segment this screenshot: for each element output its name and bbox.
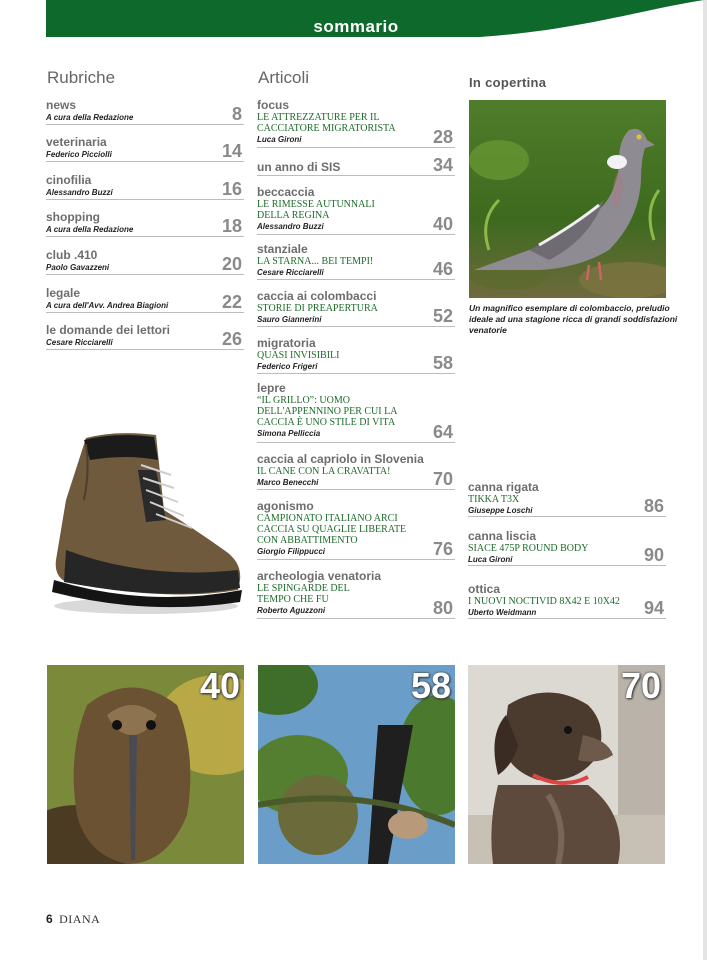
- right-item-ottica[interactable]: [468, 583, 666, 619]
- entry-category: migratoria: [257, 336, 316, 350]
- entry-category: le domande dei lettori: [46, 323, 171, 337]
- entry-page-number: 90: [643, 545, 664, 565]
- articolo-item-archeologia[interactable]: [257, 570, 455, 619]
- articolo-item-capriolo[interactable]: [257, 453, 455, 490]
- entry-page-number: 20: [221, 254, 242, 274]
- entry-category: shopping: [46, 210, 100, 224]
- rubrica-item-legale[interactable]: [46, 287, 244, 313]
- rubrica-item-shopping[interactable]: [46, 211, 244, 237]
- rubrica-item-veterinaria[interactable]: [46, 136, 244, 162]
- rubrica-item-news[interactable]: [46, 99, 244, 125]
- articolo-item-beccaccia[interactable]: [257, 186, 455, 235]
- entry-title: LA STARNA... BEI TEMPI!: [257, 256, 374, 267]
- entry-author: Federico Picciolli: [46, 150, 112, 159]
- right-item-canna-rigata[interactable]: [468, 481, 666, 517]
- cover-heading: In copertina: [469, 75, 547, 90]
- page-edge: [703, 0, 707, 960]
- cover-photo: [469, 100, 666, 298]
- right-item-canna-liscia[interactable]: [468, 530, 666, 566]
- entry-author: Cesare Ricciarelli: [257, 268, 324, 277]
- entry-page-number: 14: [221, 141, 242, 161]
- entry-category: canna liscia: [468, 529, 537, 543]
- entry-author: Federico Frigeri: [257, 362, 318, 371]
- entry-category: lepre: [257, 381, 286, 395]
- entry-category: archeologia venatoria: [257, 569, 382, 583]
- header-banner: [0, 0, 707, 40]
- articolo-item-focus[interactable]: [257, 99, 455, 148]
- entry-author: Marco Benecchi: [257, 478, 319, 487]
- entry-author: Paolo Gavazzeni: [46, 263, 110, 272]
- entry-title: IL CANE CON LA CRAVATTA!: [257, 466, 391, 477]
- footer-magazine-name: DIANA: [59, 912, 101, 926]
- entry-author: A cura della Redazione: [46, 225, 134, 234]
- wood-pigeon-icon: [469, 100, 666, 298]
- page-title: sommario: [313, 17, 399, 36]
- entry-page-number: 8: [231, 104, 242, 124]
- entry-author: Giuseppe Loschi: [468, 506, 533, 515]
- entry-title: CAMPIONATO ITALIANO ARCI CACCIA SU QUAGLIE LIBERATE CON ABBATTIMENTO: [257, 513, 407, 546]
- entry-author: Alessandro Buzzi: [257, 222, 324, 231]
- rubrica-item-cinofilia[interactable]: [46, 174, 244, 200]
- entry-author: Roberto Aguzzoni: [257, 606, 326, 615]
- thumbnail-page-number: 58: [410, 665, 451, 706]
- articolo-item-stanziale[interactable]: [257, 243, 455, 280]
- thumbnail-page-number: 70: [620, 665, 661, 706]
- footer-page-number: 6: [46, 912, 53, 926]
- rubrica-item-domande-lettori[interactable]: [46, 324, 244, 350]
- entry-title: LE ATTREZZATURE PER IL CACCIATORE MIGRATORISTA: [257, 112, 396, 134]
- entry-author: Uberto Weidmann: [468, 608, 537, 617]
- entry-page-number: 16: [221, 179, 242, 199]
- entry-title: QUASI INVISIBILI: [257, 350, 340, 361]
- entry-category: caccia ai colombacci: [257, 289, 377, 303]
- entry-title: I NUOVI NOCTIVID 8X42 E 10X42: [468, 596, 620, 607]
- entry-title: SIACE 475P ROUND BODY: [468, 543, 589, 554]
- entry-page-number: 52: [432, 306, 453, 326]
- articoli-heading: Articoli: [258, 68, 310, 87]
- entry-page-number: 40: [432, 214, 453, 234]
- entry-title: STORIE DI PREAPERTURA: [257, 303, 378, 314]
- entry-page-number: 94: [643, 598, 664, 618]
- entry-page-number: 70: [432, 469, 453, 489]
- entry-category: agonismo: [257, 499, 314, 513]
- entry-category: ottica: [468, 582, 501, 596]
- entry-author: Cesare Ricciarelli: [46, 338, 113, 347]
- entry-category: veterinaria: [46, 135, 107, 149]
- thumbnail-40[interactable]: [47, 665, 244, 864]
- rubrica-item-club-410[interactable]: [46, 249, 244, 275]
- entry-author: Luca Gironi: [468, 555, 513, 564]
- entry-category: focus: [257, 98, 290, 112]
- entry-page-number: 86: [643, 496, 664, 516]
- entry-category: cinofilia: [46, 173, 92, 187]
- entry-page-number: 22: [221, 292, 242, 312]
- entry-page-number: 80: [432, 598, 453, 618]
- entry-author: Luca Gironi: [257, 135, 302, 144]
- entry-title: LE SPINGARDE DEL TEMPO CHE FU: [257, 583, 350, 605]
- entry-category: canna rigata: [468, 480, 539, 494]
- boot-image: [46, 430, 244, 618]
- entry-category: club .410: [46, 248, 98, 262]
- entry-category: caccia al capriolo in Slovenia: [257, 452, 424, 466]
- page-footer: [46, 910, 100, 928]
- entry-category: stanziale: [257, 242, 308, 256]
- entry-title: “IL GRILLO”: UOMO DELL'APPENNINO PER CUI LA CACCIA È UNO STILE DI VITA: [257, 395, 397, 428]
- articolo-item-sis[interactable]: [257, 155, 455, 176]
- cover-caption: Un magnifico esemplare di colombaccio, preludio ideale ad una stagione ricca di grandi soddisfazioni venatorie: [469, 303, 678, 335]
- rubriche-heading: Rubriche: [47, 68, 116, 87]
- thumbnail-70[interactable]: [468, 665, 665, 864]
- entry-author: Simona Pelliccia: [257, 429, 321, 438]
- entry-category: legale: [46, 286, 81, 300]
- articolo-item-agonismo[interactable]: [257, 500, 455, 560]
- entry-category: beccaccia: [257, 185, 315, 199]
- articolo-item-colombacci[interactable]: [257, 290, 455, 327]
- entry-page-number: 46: [432, 259, 453, 279]
- entry-page-number: 58: [432, 353, 453, 373]
- entry-author: Alessandro Buzzi: [46, 188, 113, 197]
- articolo-item-migratoria[interactable]: [257, 337, 455, 374]
- entry-category: un anno di SIS: [257, 160, 341, 174]
- articolo-item-lepre[interactable]: [257, 382, 455, 443]
- entry-title: LE RIMESSE AUTUNNALI DELLA REGINA: [257, 199, 375, 221]
- entry-author: A cura dell'Avv. Andrea Biagioni: [46, 301, 169, 310]
- entry-page-number: 26: [221, 329, 242, 349]
- entry-author: Giorgio Filippucci: [257, 547, 325, 556]
- thumbnail-page-number: 40: [199, 665, 240, 706]
- entry-page-number: 64: [432, 422, 453, 442]
- thumbnail-58[interactable]: [258, 665, 455, 864]
- entry-page-number: 76: [432, 539, 453, 559]
- entry-author: Sauro Giannerini: [257, 315, 322, 324]
- entry-page-number: 28: [432, 127, 453, 147]
- entry-page-number: 34: [432, 155, 453, 175]
- entry-page-number: 18: [221, 216, 242, 236]
- hiking-boot-icon: [46, 430, 244, 618]
- entry-title: TIKKA T3X: [468, 494, 520, 505]
- entry-category: news: [46, 98, 77, 112]
- entry-author: A cura della Redazione: [46, 113, 134, 122]
